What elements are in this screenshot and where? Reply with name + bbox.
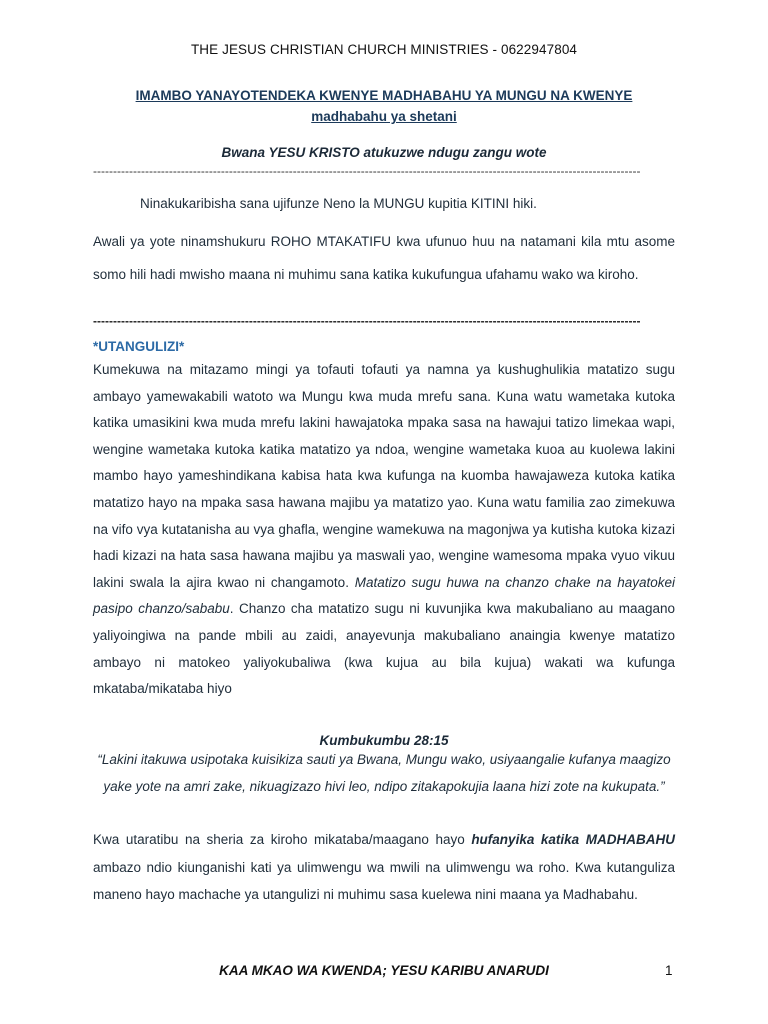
separator-line-bottom: -----------------------------------------------------------------------------------------------------------------------------------------	[93, 314, 641, 328]
document-title-line-2: madhabahu ya shetani	[311, 109, 457, 124]
separator-line-top: -----------------------------------------------------------------------------------------------------------------------------------------	[93, 164, 641, 178]
altar-text-after: ambazo ndio kiunganishi kati ya ulimwengu wa mwili na ulimwengu wa roho. Kwa kutanguliza maneno hayo machache ya utangulizi ni muhimu sasa kuelewa nini maana ya Madhabahu.	[93, 859, 675, 902]
page-footer-motto: KAA MKAO WA KWENDA; YESU KARIBU ANARUDI	[219, 963, 549, 978]
introduction-text-continued: . Chanzo cha matatizo sugu ni kuvunjika kwa makubaliano au maagano yaliyoingiwa na pande mbili au zaidi, anayevunja makubaliano anaingia kwenye matatizo ambayo ni matokeo yaliyokubaliwa (kwa kujua au bila kujua) wakati wa kufunga mkataba/mikataba hiyo	[93, 601, 675, 697]
page-header: THE JESUS CHRISTIAN CHURCH MINISTRIES - 0622947804	[190, 42, 578, 57]
altar-emphasis: hufanyika katika MADHABAHU	[471, 832, 675, 847]
welcome-paragraph: Ninakukaribisha sana ujifunze Neno la MUNGU kupitia KITINI hiki.	[140, 196, 537, 211]
scripture-quote: “Lakini itakuwa usipotaka kuisikiza sauti ya Bwana, Mungu wako, usiyaangalie kufanya maagizo yake yote na amri zake, nikuagizazo hivi leo, ndipo zitakapokujia laana hizi zote na kukupata.”	[97, 752, 671, 794]
document-title-line-1: IMAMBO YANAYOTENDEKA KWENYE MADHABAHU YA MUNGU NA KWENYE	[135, 88, 633, 103]
greeting-line: Bwana YESU KRISTO atukuzwe ndugu zangu wote	[221, 145, 547, 160]
introduction-text: Kumekuwa na mitazamo mingi ya tofauti tofauti ya namna ya kushughulikia matatizo sugu ambayo yamewakabili watoto wa Mungu kwa muda mrefu sana. Kuna watu wametaka kutoka katika umasikini kwa muda mrefu lakini hawajatoka mpaka sasa na hawajui tatizo limekaa wapi, wengine wametaka kutoka katika matatizo ya ndoa, wengine wametaka kuoa au kuolewa lakini mambo hayo yameshindikana kabisa hata kwa kufunga na kuomba hawajaweza kutoka katika matatizo hayo na mpaka sasa hawana majibu ya matatizo yao. Kuna watu familia zao zimekuwa na vifo vya kutatanisha au vya ghafla, wengine wamekuwa na magonjwa ya kutisha kutoka kizazi hadi kizazi na hata sasa hawana majibu ya maswali yao, wengine wamesoma mpaka vyuo vikuu lakini swala la ajira kwao ni changamoto.	[93, 362, 675, 590]
section-heading: *UTANGULIZI*	[93, 339, 185, 354]
scripture-reference: Kumbukumbu 28:15	[319, 733, 449, 748]
altar-paragraph	[93, 826, 675, 909]
altar-text-before: Kwa utaratibu na sheria za kiroho mikataba/maagano hayo	[93, 832, 472, 847]
thanks-paragraph: Awali ya yote ninamshukuru ROHO MTAKATIFU kwa ufunuo huu na natamani kila mtu asome somo hili hadi mwisho maana ni muhimu sana katika kukufungua ufahamu wako wa kiroho.	[93, 234, 675, 282]
introduction-italic-text: Matatizo sugu huwa na chanzo chake na hayatokei pasipo chanzo/sababu	[93, 574, 675, 617]
page-number: 1	[665, 963, 673, 978]
introduction-paragraph	[93, 357, 675, 703]
